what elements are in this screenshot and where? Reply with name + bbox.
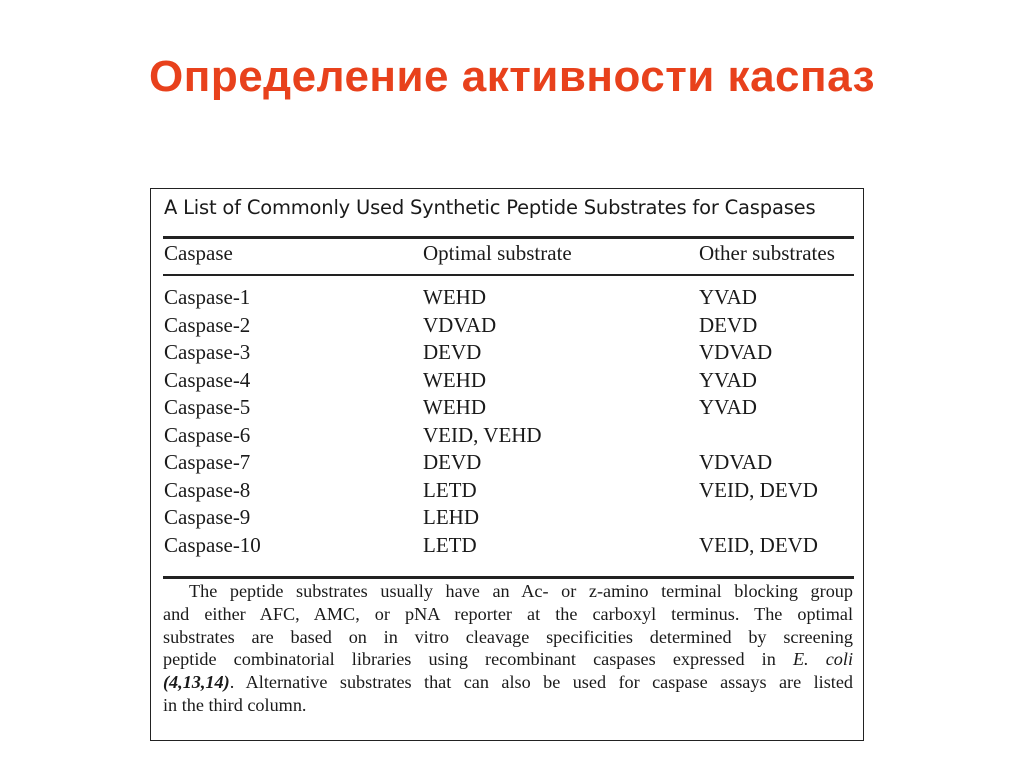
table-row <box>151 340 865 367</box>
footnote-citation: (4,13,14) <box>163 672 230 693</box>
cell-caspase: Caspase-3 <box>164 340 251 364</box>
cell-optimal-substrate: WEHD <box>423 367 486 392</box>
cell-optimal-substrate: DEVD <box>423 450 482 474</box>
top-rule <box>163 236 854 239</box>
table-row <box>151 478 865 505</box>
table-row <box>151 313 865 340</box>
footnote-text: peptide combinatorial libraries using recombinant caspases expressed in <box>163 649 793 670</box>
cell-caspase: Caspase-6 <box>164 422 251 447</box>
header-rule <box>163 274 854 276</box>
footnote-line <box>163 648 853 671</box>
table-row <box>151 533 865 560</box>
cell-other-substrates: YVAD <box>699 395 757 419</box>
cell-optimal-substrate: WEHD <box>423 395 486 419</box>
footnote-organism: E. coli <box>792 649 853 670</box>
footnote-line: substrates are based on in vitro cleavage specificities determined by screening <box>163 626 853 647</box>
table-row <box>151 368 865 395</box>
cell-optimal-substrate: LETD <box>423 477 477 502</box>
table-row <box>151 450 865 477</box>
table-row <box>151 423 865 450</box>
cell-other-substrates: DEVD <box>699 312 758 337</box>
table-row <box>151 285 865 312</box>
cell-caspase: Caspase-2 <box>164 312 251 337</box>
cell-other-substrates: VEID, DEVD <box>699 532 818 557</box>
footnote-line <box>163 671 853 694</box>
cell-caspase: Caspase-4 <box>164 367 251 392</box>
table-row <box>151 395 865 422</box>
cell-caspase: Caspase-8 <box>164 477 251 502</box>
substrate-table-figure <box>150 188 864 741</box>
footnote-line: The peptide substrates usually have an Ac- or z-amino terminal blocking group <box>189 581 853 601</box>
footnote-text: . Alternative substrates that can also be used for caspase assays are listed <box>229 672 853 693</box>
cell-optimal-substrate: WEHD <box>423 285 486 309</box>
cell-caspase: Caspase-7 <box>164 450 251 474</box>
table-row <box>151 505 865 532</box>
footnote-line: and either AFC, AMC, or pNA reporter at the carboxyl terminus. The optimal <box>163 603 853 624</box>
cell-caspase: Caspase-9 <box>164 505 251 529</box>
cell-other-substrates: VDVAD <box>699 340 773 364</box>
column-header-caspase: Caspase <box>164 241 233 265</box>
table-title: A List of Commonly Used Synthetic Peptide Substrates for Caspases <box>164 196 816 219</box>
cell-optimal-substrate: LETD <box>423 532 477 557</box>
cell-caspase: Caspase-10 <box>164 532 261 557</box>
cell-other-substrates: YVAD <box>699 367 757 392</box>
cell-caspase: Caspase-5 <box>164 395 251 419</box>
cell-optimal-substrate: DEVD <box>423 340 482 364</box>
cell-caspase: Caspase-1 <box>164 285 251 309</box>
table-footnote <box>163 580 853 717</box>
cell-optimal-substrate: VDVAD <box>423 312 497 337</box>
cell-other-substrates: YVAD <box>699 285 757 309</box>
footnote-line: in the third column. <box>163 694 307 715</box>
column-header-other-substrates: Other substrates <box>699 241 835 265</box>
column-header-optimal-substrate: Optimal substrate <box>423 241 572 265</box>
cell-other-substrates: VDVAD <box>699 450 773 474</box>
bottom-rule <box>163 576 854 579</box>
cell-other-substrates: VEID, DEVD <box>699 477 818 502</box>
cell-optimal-substrate: VEID, VEHD <box>423 422 542 447</box>
cell-optimal-substrate: LEHD <box>423 505 479 529</box>
slide-title: Определение активности каспаз <box>149 52 875 101</box>
